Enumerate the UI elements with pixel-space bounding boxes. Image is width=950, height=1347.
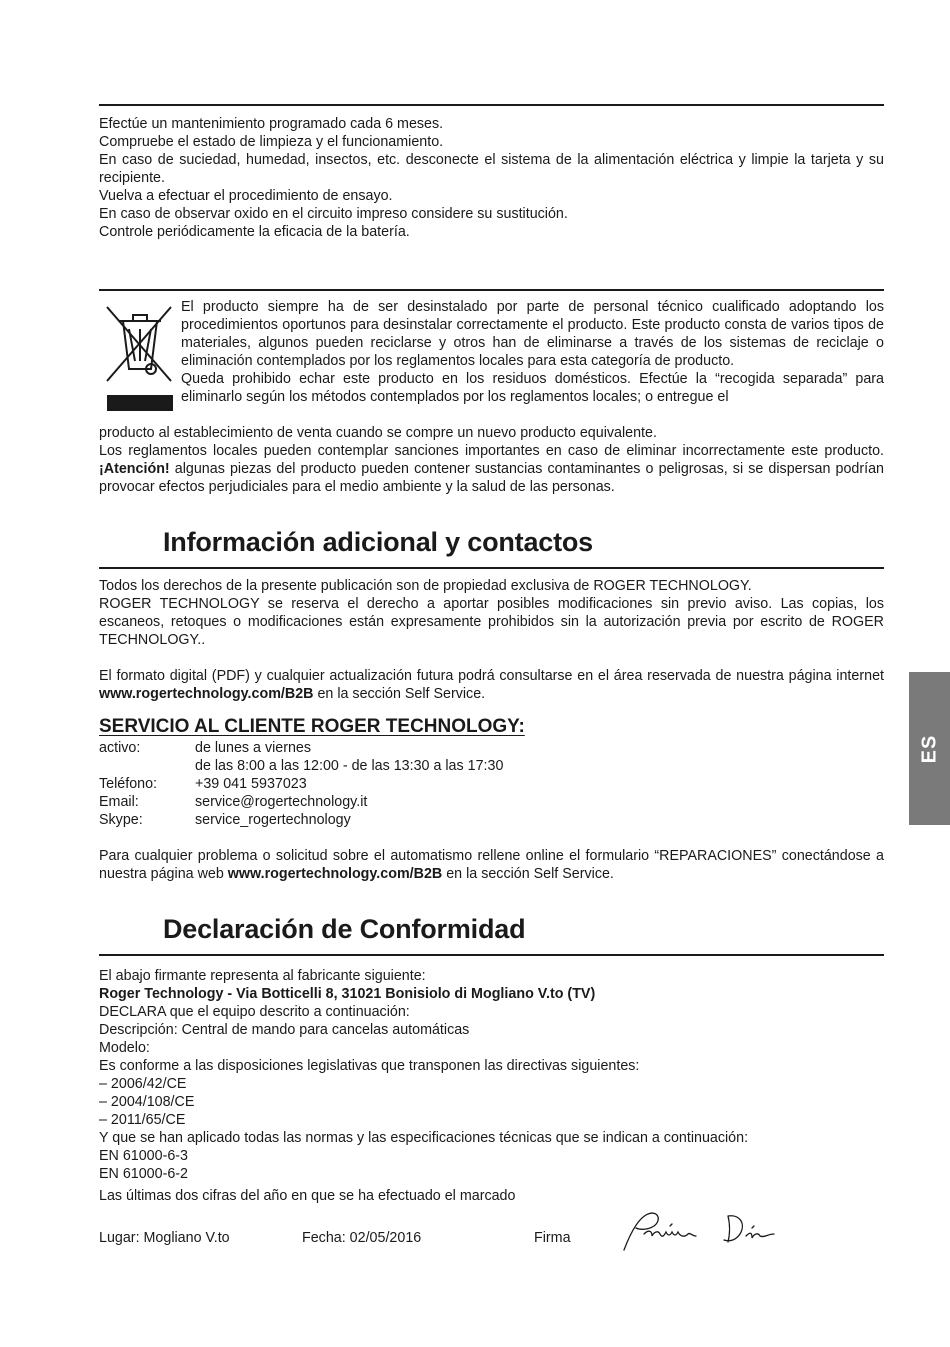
attention-label: ¡Atención! <box>99 461 170 477</box>
section-rule <box>99 104 884 106</box>
b2b-link[interactable]: www.rogertechnology.com/B2B <box>227 866 443 882</box>
directive-line: – 2004/108/CE <box>99 1094 195 1110</box>
conformity-line: Y que se han aplicado todas las normas y las especificaciones técnicas que se indican a continuación: <box>99 1130 749 1146</box>
conformity-line: Modelo: <box>99 1040 150 1056</box>
maintenance-text <box>99 115 884 241</box>
contact-row <box>99 739 503 757</box>
standard-line: EN 61000-6-2 <box>99 1166 189 1182</box>
disposal-paragraph: Queda prohibido echar este producto en los residuos domésticos. Efectúe la “recogida separada” para eliminarlo según los métodos contemplados por los reglamentos locales; o entregue el <box>181 371 884 405</box>
maintenance-line: Vuelva a efectuar el procedimiento de ensayo. <box>99 188 393 204</box>
section-rule <box>99 954 884 956</box>
contact-row <box>99 811 503 829</box>
contact-label: Skype: <box>99 812 143 828</box>
contact-value: de lunes a viernes <box>195 740 312 756</box>
section-rule <box>99 289 884 291</box>
contact-label: Teléfono: <box>99 776 158 792</box>
contact-value: +39 041 5937023 <box>195 776 307 792</box>
section-title-info: Información adicional y contactos <box>163 527 593 557</box>
maintenance-line: En caso de observar oxido en el circuito impreso considere su sustitución. <box>99 206 568 222</box>
language-tab <box>909 672 950 825</box>
maintenance-line: Controle periódicamente la eficacia de la batería. <box>99 224 410 240</box>
place-label: Lugar: Mogliano V.to <box>99 1230 230 1246</box>
conformity-line: El abajo firmante representa al fabricante siguiente: <box>99 968 426 984</box>
disposal-paragraph: producto al establecimiento de venta cuando se compre un nuevo producto equivalente. <box>99 425 657 441</box>
service-title: SERVICIO AL CLIENTE ROGER TECHNOLOGY: <box>99 716 525 737</box>
section-title-conformity: Declaración de Conformidad <box>163 914 526 944</box>
contact-label <box>99 757 195 775</box>
conformity-line: DECLARA que el equipo descrito a continuación: <box>99 1004 410 1020</box>
directive-line: – 2011/65/CE <box>99 1112 186 1128</box>
contact-value: de las 8:00 a las 12:00 - de las 13:30 a las 17:30 <box>195 758 504 774</box>
contact-row <box>99 793 503 811</box>
repair-paragraph: Para cualquier problema o solicitud sobre el automatismo rellene online el formulario “REPARACIONES” conectándose a nuestra página web www.rogertechnology.com/B2B en la sección Self Service. <box>99 848 884 882</box>
maintenance-line: Compruebe el estado de limpieza y el funcionamiento. <box>99 134 444 150</box>
conformity-text <box>99 967 884 1205</box>
conformity-line: Las últimas dos cifras del año en que se ha efectuado el marcado <box>99 1188 516 1204</box>
handwritten-signature <box>618 1204 778 1256</box>
conformity-line: Es conforme a las disposiciones legislativas que transponen las directivas siguientes: <box>99 1058 640 1074</box>
maintenance-line: Efectúe un mantenimiento programado cada 6 meses. <box>99 116 444 132</box>
maintenance-line: En caso de suciedad, humedad, insectos, etc. desconecte el sistema de la alimentación eléctrica y limpie la tarjeta y su recipiente. <box>99 152 884 186</box>
section-rule <box>99 567 884 569</box>
standard-line: EN 61000-6-3 <box>99 1148 189 1164</box>
disposal-paragraph: Los reglamentos locales pueden contemplar sanciones importantes en caso de eliminar incorrectamente este producto. ¡Atención! algunas piezas del producto pueden contener sustancias contaminantes o peligrosas, si se dispersan podrían provocar efectos perjudiciales para el medio ambiente y la salud de las personas. <box>99 443 884 495</box>
language-tab-label: ES <box>918 734 940 763</box>
contact-value: service_rogertechnology <box>195 812 351 828</box>
contact-row <box>99 757 503 775</box>
info-paragraph: ROGER TECHNOLOGY se reserva el derecho a aportar posibles modificaciones sin previo aviso. Las copias, los escaneos, retoques o modificaciones están expresamente prohibidos sin la autorización previa por escrito de ROGER TECHNOLOGY.. <box>99 596 884 648</box>
info-text <box>99 577 884 703</box>
contact-label: Email: <box>99 794 139 810</box>
info-paragraph: El formato digital (PDF) y cualquier actualización futura podrá consultarse en el área reservada de nuestra página internet www.rogertechnology.com/B2B en la sección Self Service. <box>99 668 884 702</box>
disposal-text-wrapped <box>181 298 884 406</box>
contact-row <box>99 775 503 793</box>
service-contacts <box>99 739 503 829</box>
conformity-line: Descripción: Central de mando para cancelas automáticas <box>99 1022 470 1038</box>
manufacturer-line: Roger Technology - Via Botticelli 8, 31021 Bonisiolo di Mogliano V.to (TV) <box>99 986 596 1002</box>
repair-text <box>99 847 884 883</box>
date-label: Fecha: 02/05/2016 <box>302 1230 422 1246</box>
b2b-link[interactable]: www.rogertechnology.com/B2B <box>99 686 314 702</box>
disposal-text <box>99 424 884 496</box>
weee-crossed-bin-icon <box>99 299 179 415</box>
disposal-paragraph: El producto siempre ha de ser desinstalado por parte de personal técnico cualificado adoptando los procedimientos oportunos para desinstalar correctamente el producto. Este producto consta de varios tipos de materiales, algunos pueden reciclarse y otros han de eliminarse a través de los sistemas de reciclaje o eliminación contemplados por los reglamentos locales para esta categoría de producto. <box>181 299 884 369</box>
directive-line: – 2006/42/CE <box>99 1076 187 1092</box>
email-link[interactable]: service@rogertechnology.it <box>195 794 368 810</box>
signature-label: Firma <box>534 1230 571 1246</box>
contact-label: activo: <box>99 740 141 756</box>
info-paragraph: Todos los derechos de la presente publicación son de propiedad exclusiva de ROGER TECHNOLOGY. <box>99 578 752 594</box>
